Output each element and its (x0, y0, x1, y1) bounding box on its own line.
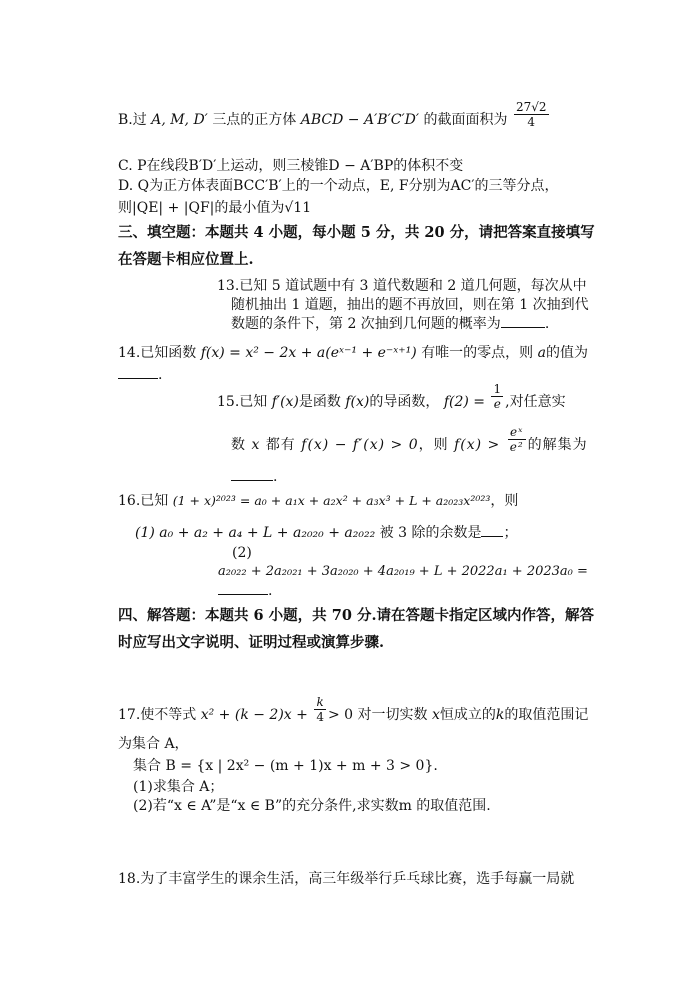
option-b-suffix: 的截面面积为 (423, 112, 508, 128)
q14-line-2: . (118, 366, 162, 384)
section-4-title-line-2: 时应写出文字说明、证明过程或演算步骤. (118, 634, 385, 651)
answer-blank (501, 315, 545, 328)
q16-line-1 (118, 492, 518, 510)
q16-part-1-end: ； (503, 525, 518, 541)
q17-tail: > 0 对一切实数 (327, 707, 428, 723)
q16-part-1 (135, 524, 517, 542)
q14-formula: f(x) = x² − 2x + a(eˣ⁻¹ + e⁻ˣ⁺¹) (200, 345, 417, 361)
q15-fraction-2 (508, 425, 526, 454)
q15-line-2-x: x (251, 437, 261, 453)
q17-x: x (431, 707, 440, 723)
q15-line-2-c: ，则 (418, 437, 449, 453)
q18-line-1: 18.为了丰富学生的课余生活，高三年级举行乒乓球比赛，选手每赢一局就 (118, 871, 575, 887)
fraction-denominator: 4 (527, 114, 536, 129)
fraction-denominator: e (493, 396, 501, 411)
q16-prefix: 16.已知 (118, 493, 169, 509)
option-b-cube: ABCD − A′B′C′D′ (300, 112, 420, 128)
q16-part-1-formula: (1) a₀ + a₂ + a₄ + L + a₂₀₂₀ + a₂₀₂₂ (135, 525, 376, 541)
q17-line-5: (2)若“x ∈ A”是“x ∈ B”的充分条件,求实数m 的取值范围. (133, 798, 491, 814)
option-b-points: A, M, D′ (151, 112, 208, 128)
fraction-numerator: eˣ (508, 425, 526, 440)
fraction-numerator: 27√2 (515, 99, 547, 114)
option-b-fraction (514, 100, 549, 129)
q15-mid-2: 的导函数， (369, 394, 440, 410)
q15-inequality-2: f(x) > (454, 437, 501, 453)
q15-line-2-d: 的解集为 (527, 437, 588, 453)
answer-blank (118, 366, 158, 379)
answer-blank (231, 468, 273, 481)
q14-prefix: 14.已知函数 (118, 345, 197, 361)
fraction-numerator: 1 (493, 381, 502, 396)
q16-line-last: . (218, 582, 272, 600)
section-3-title-line-2: 在答题卡相应位置上. (118, 251, 254, 268)
q16-suffix: ，则 (490, 493, 519, 509)
q15-tail: ,对任意实 (505, 394, 566, 410)
q15-line-1 (217, 381, 566, 411)
q15-line-2-b: 都有 (265, 437, 296, 453)
option-b-prefix: B.过 (118, 112, 147, 128)
q16-part-2-formula: a₂₀₂₂ + 2a₂₀₂₁ + 3a₂₀₂₀ + 4a₂₀₁₉ + L + 2022a₁ + 2023a₀ = (218, 564, 588, 579)
answer-blank (481, 524, 503, 537)
fraction-denominator: 4 (316, 709, 324, 724)
q13-line-3: 数题的条件下，第 2 次抽到几何题的概率为 . (231, 316, 550, 332)
q16-part-2 (218, 562, 588, 581)
q16-formula: (1 + x)²⁰²³ = a₀ + a₁x + a₂x² + a₃x³ + L + a₂₀₂₃x²⁰²³ (172, 493, 491, 508)
option-b (118, 99, 551, 129)
q14-suffix: 有唯一的零点，则 (421, 345, 534, 361)
q16-part-2-label: (2) (232, 545, 252, 561)
option-c: C. P在线段B′D′上运动，则三棱锥D − A′BP的体积不变 (118, 158, 464, 174)
q15-f2: f(2) = (443, 394, 486, 410)
q15-line-2 (231, 424, 588, 454)
q14-variable: a (537, 345, 546, 361)
q16-part-1-text: 被 3 除的余数是 (379, 525, 482, 541)
q14-line-1 (118, 344, 588, 362)
fraction-denominator: e² (509, 439, 524, 454)
q15-line-2-a: 数 (231, 437, 246, 453)
q15-fx: f(x) (345, 394, 370, 410)
q17-fraction (314, 695, 326, 724)
option-d-line-1: D. Q为正方体表面BCC′B′上的一个动点，E, F分别为AC′的三等分点， (118, 178, 559, 194)
fraction-numerator: k (314, 695, 326, 710)
q15-fprime: f′(x) (271, 394, 299, 410)
answer-blank (218, 582, 268, 595)
q17-k: k (495, 707, 505, 723)
q17-formula: x² + (k − 2)x + (200, 707, 308, 723)
q13-line-3-text: 数题的条件下，第 2 次抽到几何题的概率为 (231, 316, 501, 332)
q17-prefix: 17.使不等式 (118, 707, 197, 723)
q17-end: 恒成立的 (439, 707, 496, 723)
q17-end-2: 的取值范围记 (504, 707, 589, 723)
q17-line-3: 集合 B = {x | 2x² − (m + 1)x + m + 3 > 0}. (133, 758, 438, 774)
q17-line-1 (118, 694, 589, 724)
option-d-line-2: 则|QE| + |QF|的最小值为√11 (118, 200, 312, 216)
q17-line-2: 为集合 A， (118, 736, 189, 752)
option-b-mid: 三点的正方体 (212, 112, 297, 128)
section-4-title-line-1: 四、解答题：本题共 6 小题，共 70 分.请在答题卡指定区域内作答，解答 (118, 607, 595, 624)
q17-line-4: (1)求集合 A； (133, 779, 224, 795)
q15-prefix: 15.已知 (217, 394, 268, 410)
q15-fraction (491, 382, 503, 411)
q13-line-2: 随机抽出 1 道题，抽出的题不再放回，则在第 1 次抽到代 (231, 297, 589, 313)
section-3-title-line-1: 三、填空题：本题共 4 小题，每小题 5 分，共 20 分，请把答案直接填写 (118, 224, 595, 241)
q14-end: 的值为 (546, 345, 588, 361)
q15-inequality: f(x) − f′(x) > 0 (301, 437, 419, 453)
q13-line-1: 13.已知 5 道试题中有 3 道代数题和 2 道几何题，每次从中 (217, 278, 587, 294)
q15-mid-1: 是函数 (298, 394, 341, 410)
q15-line-3: . (231, 468, 277, 486)
